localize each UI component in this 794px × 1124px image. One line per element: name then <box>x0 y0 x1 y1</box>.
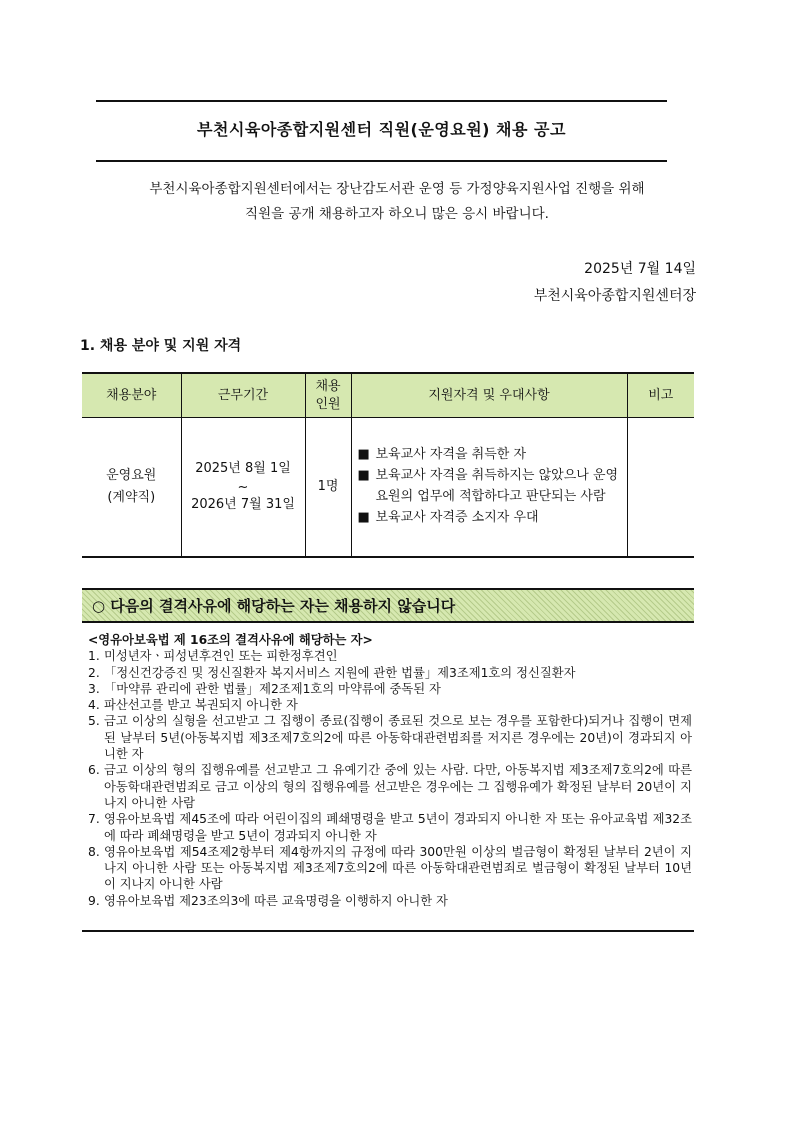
qualification-item: ■ 보육교사 자격증 소지자 우대 <box>356 508 623 529</box>
period-separator: ~ <box>237 479 249 495</box>
cell-qualifications <box>351 418 627 558</box>
announcement-date: 2025년 7월 14일 <box>584 261 696 277</box>
recruitment-table <box>82 372 694 558</box>
list-item: 3. 「마약류 관리에 관한 법률」제2조제1호의 마약류에 중독된 자 <box>88 681 441 696</box>
header-field: 채용분야 <box>82 373 181 418</box>
header-period: 근무기간 <box>181 373 305 418</box>
square-bullet-icon: ■ <box>357 468 370 484</box>
period-start: 2025년 8월 1일 <box>195 461 291 477</box>
list-item: 2. 「정신건강증진 및 정신질환자 복지서비스 지원에 관한 법률」제3조제1호의 정신질환자 <box>88 665 576 680</box>
table-header-row <box>82 373 694 418</box>
section-heading: 1. 채용 분야 및 지원 자격 <box>80 338 242 354</box>
list-item: 1. 미성년자ㆍ피성년후견인 또는 피한정후견인 <box>88 649 338 664</box>
period-end: 2026년 7월 31일 <box>191 496 295 512</box>
list-item: 4. 파산선고를 받고 복권되지 아니한 자 <box>88 698 298 713</box>
qualification-item: ■ 보육교사 자격을 취득하지는 않았으나 운영요원의 업무에 적합하다고 판단되는 사람 <box>357 468 619 504</box>
issuer: 부천시육아종합지원센터장 <box>533 288 696 304</box>
square-bullet-icon: ■ <box>357 447 370 463</box>
field-type: (계약직) <box>107 490 156 505</box>
closing-rule <box>82 930 694 932</box>
list-item: 9. 영유아보육법 제23조의3에 따른 교육명령을 이행하지 아니한 자 <box>88 893 448 908</box>
cell-count: 1명 <box>305 418 351 558</box>
banner-text: ○ 다음의 결격사유에 해당하는 자는 채용하지 않습니다 <box>92 597 456 615</box>
header-count: 채용 인원 <box>305 373 351 418</box>
cell-period <box>181 418 305 558</box>
list-item: 8. 영유아보육법 제54조제2항부터 제4항까지의 규정에 따라 300만원 이상의 벌금형이 확정된 날부터 2년이 지나지 아니한 사람 또는 아동복지법 제3조제7호의2에 따른 아동학대관련범죄로 벌금형이 확정된 날부터 10년이 지나지 아니한 사람 <box>88 844 692 892</box>
field-name: 운영요원 <box>106 467 157 483</box>
disqualification-list <box>88 632 692 909</box>
cell-field <box>82 418 181 558</box>
page-title: 부천시육아종합지원센터 직원(운영요원) 채용 공고 <box>197 120 566 139</box>
header-qualifications: 지원자격 및 우대사항 <box>351 373 627 418</box>
list-item: 6. 금고 이상의 형의 집행유예를 선고받고 그 유예기간 중에 있는 사람. 다만, 아동복지법 제3조제7호의2에 따른 아동학대관련범죄로 금고 이상의 형의 집행유예를 선고받은 경우에는 그 집행유예가 확정된 날부터 20년이 지나지 아니한 사람 <box>88 763 692 810</box>
intro-line-1: 부천시육아종합지원센터에서는 장난감도서관 운영 등 가정양육지원사업 진행을 위해 <box>149 181 645 197</box>
qualification-item: ■ 보육교사 자격을 취득한 자 <box>356 445 623 466</box>
disqualification-subheading: <영유아보육법 제 16조의 결격사유에 해당하는 자> <box>88 633 373 647</box>
title-top-rule <box>96 100 667 102</box>
list-item: 7. 영유아보육법 제45조에 따라 어린이집의 폐쇄명령을 받고 5년이 경과되지 아니한 자 또는 유아교육법 제32조에 따라 폐쇄명령을 받고 5년이 경과되지 아니한 자 <box>88 812 692 843</box>
disqualification-banner <box>82 588 694 623</box>
list-item: 5. 금고 이상의 실형을 선고받고 그 집행이 종료(집행이 종료된 것으로 보는 경우를 포함한다)되거나 집행이 면제된 날부터 5년(아동복지법 제3조제7호의2에 따른 아동학대관련범죄를 저지른 경우에는 20년)이 경과되지 아니한 자 <box>88 714 692 762</box>
header-note: 비고 <box>627 373 694 418</box>
intro-line-2: 직원을 공개 채용하고자 하오니 많은 응시 바랍니다. <box>245 206 549 222</box>
table-row <box>82 418 694 558</box>
title-bottom-rule <box>96 160 667 162</box>
cell-note <box>627 418 694 558</box>
square-bullet-icon: ■ <box>357 509 370 525</box>
